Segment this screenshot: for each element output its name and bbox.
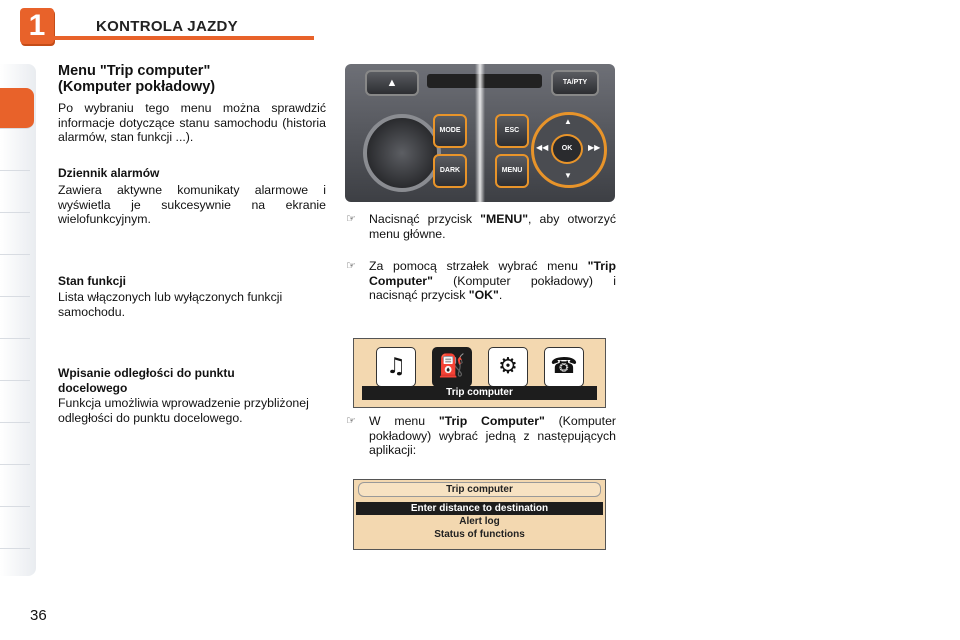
instruction-2-bold1: "Trip Computer" — [369, 259, 616, 288]
instruction-3-text: W menu — [369, 414, 439, 428]
instruction-3 — [346, 414, 616, 458]
instruction-3-text-end: (Komputer pokładowy) wybrać jedną z następujących aplikacji: — [369, 414, 616, 457]
intro-paragraph: Po wybraniu tego menu można sprawdzić informacje dotyczące stanu samochodu (historia alarmów, stan funkcji ...). — [58, 101, 326, 144]
trip-computer-title: Trip computer — [358, 482, 601, 497]
volume-dial — [363, 114, 441, 192]
function-status-text: Lista włączonych lub wyłączonych funkcji samochodu. — [58, 290, 283, 319]
distance-heading-line2: docelowego — [58, 380, 128, 395]
main-menu-screen — [353, 338, 606, 408]
chapter-tab[interactable] — [0, 508, 30, 549]
menu-item: Alert log — [459, 516, 500, 527]
ta-pty-button: TA/PTY — [551, 70, 599, 96]
chapter-tab[interactable] — [0, 424, 30, 465]
distance-heading-line1: Wpisanie odległości do punktu — [58, 366, 235, 380]
instruction-2-text-end: . — [498, 288, 503, 302]
instruction-3-bold: "Trip Computer" — [438, 414, 545, 428]
instruction-2-bold2: "OK" — [468, 288, 499, 302]
instruction-2-text-mid: (Komputer pokładowy) i nacisnąć przycisk — [369, 273, 616, 302]
mode-button: MODE — [433, 114, 467, 148]
chapter-tab[interactable] — [0, 298, 30, 339]
section-title-line2: (Komputer pokładowy) — [58, 79, 216, 95]
eject-button: ▲ — [365, 70, 419, 96]
chapter-tab[interactable] — [0, 214, 30, 255]
header-rule — [54, 36, 314, 40]
chapter-tab-active[interactable] — [0, 88, 34, 129]
instruction-2 — [346, 259, 616, 303]
section-title-line1: Menu "Trip computer" — [58, 63, 211, 79]
dark-button: DARK — [433, 154, 467, 188]
alarm-log-heading: Dziennik alarmów — [58, 166, 160, 180]
menu-item-selected: Enter distance to destination — [356, 502, 603, 515]
instruction-2-text: Za pomocą strzałek wybrać menu — [369, 259, 588, 273]
control-panel-image — [345, 64, 615, 202]
function-status-heading: Stan funkcji — [58, 274, 127, 288]
chapter-tab[interactable] — [0, 466, 30, 507]
distance-text: Funkcja umożliwia wprowadzenie przybliżonej odległości do punktu docelowego. — [58, 396, 309, 425]
esc-button: ESC — [495, 114, 529, 148]
chapter-number-badge: 1 — [20, 8, 54, 44]
instruction-1-text-end: , aby otworzyć menu główne. — [369, 212, 616, 241]
arrow-up-icon: ▲ — [564, 117, 572, 126]
settings-sliders-icon: ⚙ — [488, 347, 528, 387]
menu-item: Status of functions — [434, 529, 525, 540]
menu-button: MENU — [495, 154, 529, 188]
chapter-tab[interactable] — [0, 172, 30, 213]
phone-icon: ☎ — [544, 347, 584, 387]
chapter-tab[interactable] — [0, 130, 30, 171]
selected-menu-label: Trip computer — [362, 386, 597, 400]
section-title — [58, 63, 326, 95]
arrow-left-icon: ◀◀ — [536, 143, 549, 152]
arrow-right-icon: ▶▶ — [588, 143, 601, 152]
instruction-1-text: Nacisnąć przycisk — [369, 212, 481, 226]
page-number: 36 — [30, 607, 47, 624]
instruction-1-bold: "MENU" — [480, 212, 529, 226]
hand-pointer-icon: ☞ — [346, 259, 356, 272]
chapter-title: KONTROLA JAZDY — [96, 18, 238, 35]
ok-button: OK — [551, 134, 583, 164]
distance-heading — [58, 366, 326, 395]
hand-pointer-icon: ☞ — [346, 414, 356, 427]
chapter-tabs — [0, 64, 36, 576]
music-note-icon: ♫ — [376, 347, 416, 387]
arrow-down-icon: ▼ — [564, 171, 572, 180]
light-reflection — [475, 64, 485, 202]
instruction-1 — [346, 212, 616, 241]
chapter-tab[interactable] — [0, 256, 30, 297]
chapter-tab[interactable] — [0, 382, 30, 423]
trip-computer-screen — [353, 479, 606, 550]
alarm-log-text: Zawiera aktywne komunikaty alarmowe i wyświetla je sukcesywnie na ekranie wielofunkcyjnym. — [58, 183, 326, 226]
trip-computer-icon: ⛽ — [432, 347, 472, 387]
hand-pointer-icon: ☞ — [346, 212, 356, 225]
chapter-tab[interactable] — [0, 340, 30, 381]
